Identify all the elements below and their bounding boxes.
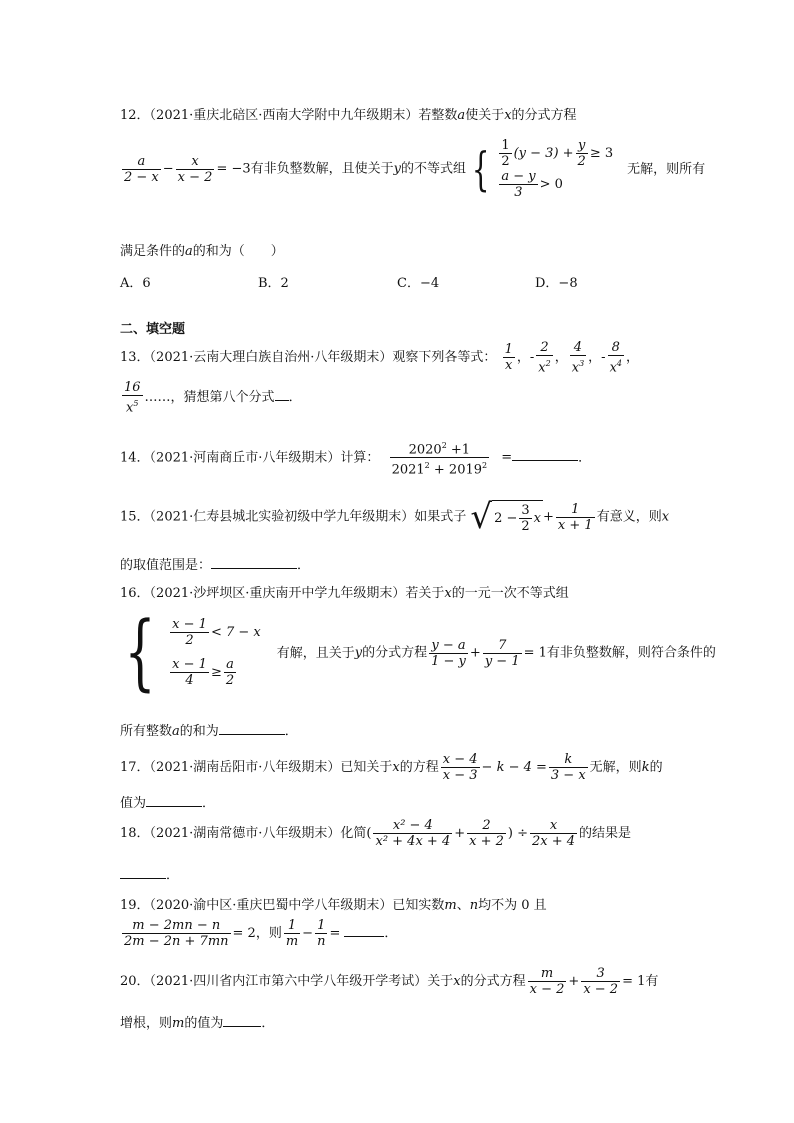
- q18-source: （2021·湖南常德市·八年级期末）: [149, 826, 341, 841]
- frac-den: y − 1: [484, 653, 520, 669]
- frac-num: 2: [536, 340, 552, 356]
- fraction: [224, 657, 236, 688]
- fraction: [530, 818, 577, 849]
- q12-line1: [120, 104, 577, 123]
- q18-line2: [120, 864, 179, 883]
- answer-blank[interactable]: [211, 556, 297, 569]
- frac-den: 2: [225, 673, 235, 688]
- q13-text: ……，猜想第八个分式: [144, 390, 275, 406]
- fraction: [315, 918, 327, 949]
- var-a: a: [457, 108, 466, 123]
- frac-den: [390, 458, 490, 477]
- var-m: m: [444, 898, 457, 913]
- period: ．: [202, 796, 216, 811]
- frac-den: x + 1: [557, 517, 593, 533]
- q17-line1: [120, 752, 663, 783]
- frac-num: y − a: [429, 638, 468, 654]
- fraction: [528, 966, 567, 997]
- q17-line2: [120, 792, 215, 811]
- left-brace: {: [124, 605, 156, 700]
- frac-den: [570, 356, 586, 375]
- frac-num: 1: [284, 918, 300, 934]
- var-y: y: [393, 161, 402, 177]
- answer-blank[interactable]: [223, 1014, 261, 1027]
- frac-num: k: [549, 752, 588, 768]
- q13-source: （2021·云南大理白族自治州·八年级期末）: [149, 350, 393, 366]
- frac-den: 2: [577, 154, 586, 169]
- frac-num: 1: [504, 342, 513, 358]
- var-a: a: [172, 724, 180, 739]
- fraction: [284, 918, 300, 949]
- expr: ≥ 3: [589, 146, 614, 161]
- fraction: [373, 818, 452, 849]
- frac-den: 2 − x: [124, 169, 159, 185]
- separator: ，: [626, 350, 640, 366]
- operator: +: [543, 509, 554, 525]
- operator: ) ÷: [507, 826, 528, 841]
- q13-line1: [120, 340, 639, 375]
- q20-text: 的值为: [184, 1016, 224, 1031]
- expr: − k − 4 =: [481, 760, 547, 775]
- var-a: a: [185, 244, 193, 259]
- frac-den: x − 2: [583, 982, 619, 997]
- operator: +: [429, 462, 449, 478]
- var-y: y: [354, 645, 363, 661]
- q19-number: 19．: [120, 898, 150, 913]
- frac-den: x − 2: [177, 169, 213, 185]
- frac-den: 1 − y: [431, 653, 466, 669]
- exponent: 3: [579, 359, 585, 368]
- frac-num: y: [576, 138, 588, 154]
- frac-den: 3 − x: [550, 768, 586, 783]
- q12-text: 使关于: [465, 108, 505, 123]
- radicand: [492, 500, 543, 534]
- frac-num: a − y: [501, 169, 536, 184]
- fraction: [467, 818, 506, 849]
- q20-text: 有: [645, 974, 659, 989]
- fraction: [122, 918, 231, 949]
- fraction: [499, 169, 537, 200]
- period: ．: [288, 390, 302, 406]
- base: x: [571, 360, 580, 376]
- choice-b[interactable]: B．2: [258, 276, 289, 291]
- q12-line3: [120, 240, 284, 259]
- frac-num: x − 1: [172, 617, 207, 632]
- frac-num: m − 2mn − n: [122, 918, 231, 934]
- expr: < 7 − x: [210, 625, 261, 640]
- frac-den: [608, 356, 624, 375]
- radical-sign: √: [470, 497, 493, 537]
- separator: ，: [588, 350, 602, 366]
- q20-source: （2021·四川省内江市第六中学八年级开学考试）: [149, 974, 428, 989]
- square-root: [470, 497, 543, 537]
- fraction: [581, 966, 620, 997]
- q15-line1: [120, 497, 670, 537]
- answer-blank[interactable]: [219, 722, 285, 735]
- q12-text: 有非负整数解，且使关于: [250, 161, 394, 177]
- fraction: [499, 138, 511, 169]
- frac-den: [536, 356, 552, 375]
- separator: ，: [554, 350, 568, 366]
- period: ．: [261, 1016, 275, 1031]
- separator: 、: [456, 898, 470, 913]
- neg-sign: -: [601, 350, 606, 366]
- fraction: [441, 752, 480, 783]
- q13-number: 13．: [120, 350, 150, 366]
- frac-den: n: [317, 934, 326, 949]
- equals: =: [329, 926, 341, 941]
- fraction: [170, 657, 209, 688]
- frac-den: 4: [185, 673, 194, 688]
- frac-num: x − 1: [172, 657, 207, 672]
- fraction: [536, 340, 552, 375]
- equation-rhs: = 1: [622, 974, 646, 989]
- q16-line1: [120, 582, 569, 601]
- frac-num: 2: [467, 818, 506, 834]
- base: 2019: [448, 462, 483, 478]
- separator: ，: [516, 350, 530, 366]
- q12-number: 12．: [120, 108, 150, 123]
- operator: +: [469, 645, 481, 661]
- q12-text: 满足条件的: [120, 244, 186, 259]
- frac-den: 2x + 4: [532, 834, 576, 849]
- q19-text: = 2，则: [232, 926, 282, 941]
- exponent: 2: [424, 461, 430, 471]
- equation-rhs: = −3: [216, 161, 251, 177]
- var-x: x: [444, 586, 452, 601]
- fraction: [503, 342, 515, 373]
- base: x: [538, 360, 546, 376]
- base: 2020: [408, 442, 442, 458]
- fraction: [176, 154, 215, 185]
- base: x: [609, 360, 617, 376]
- q12-text: 若整数: [418, 108, 458, 123]
- frac-den: 2: [501, 154, 510, 169]
- q20-text: 的分式方程: [460, 974, 526, 989]
- q17-text: 已知关于: [340, 760, 393, 775]
- expr: 2 −: [494, 511, 518, 526]
- var-n: n: [469, 898, 479, 913]
- q19-line2: [120, 918, 397, 949]
- fraction: [549, 752, 588, 783]
- period: ．: [284, 724, 298, 739]
- q16-text: 的和为: [179, 724, 219, 739]
- left-brace: {: [471, 142, 490, 196]
- exponent: 5: [133, 399, 139, 408]
- q15-number: 15．: [120, 509, 150, 525]
- base: 2021: [391, 462, 425, 478]
- choice-c[interactable]: C．−4: [397, 276, 440, 291]
- q20-line2: [120, 1012, 274, 1031]
- var-x: x: [504, 108, 512, 123]
- frac-num: a: [122, 154, 161, 170]
- frac-num: 3: [581, 966, 620, 982]
- exponent: 2: [441, 441, 447, 450]
- inequality-2: [168, 653, 261, 693]
- var-x: x: [533, 511, 542, 526]
- operator: −: [302, 926, 314, 941]
- inequality-system: [168, 613, 261, 693]
- q16-line3: [120, 720, 298, 739]
- frac-den: 2m − 2n + 7mn: [124, 934, 229, 949]
- q12-text: 的分式方程: [511, 108, 577, 123]
- frac-den: x − 2: [529, 982, 565, 997]
- expr: (y − 3) +: [513, 146, 574, 161]
- q15-text: 的取值范围是：: [120, 558, 212, 573]
- frac-num: 1: [556, 502, 595, 518]
- q13-line2: [120, 380, 302, 415]
- frac-den: 2: [521, 519, 530, 534]
- fraction: [576, 138, 588, 169]
- period: ．: [297, 558, 311, 573]
- frac-num: 1: [501, 138, 510, 153]
- q16-text: 的一元一次不等式组: [451, 586, 569, 601]
- q18-text: 化简(: [340, 826, 372, 841]
- q12-source: （2021·重庆北碚区·西南大学附中九年级期末）: [149, 108, 419, 123]
- inequality-1: [168, 613, 261, 653]
- operator: +: [454, 826, 466, 841]
- var-x: x: [392, 760, 400, 775]
- frac-num: m: [528, 966, 567, 982]
- operator: −: [162, 161, 174, 177]
- period: ．: [578, 450, 592, 466]
- answer-blank[interactable]: [344, 924, 384, 937]
- frac-num: x: [176, 154, 215, 170]
- q15-source: （2021·仁寿县城北实验初级中学九年级期末）: [149, 509, 415, 525]
- q14-line: [120, 438, 591, 478]
- frac-num: [390, 438, 490, 458]
- q12-line2: [120, 138, 705, 200]
- q19-line1: [120, 894, 547, 913]
- frac-den: x + 2: [469, 834, 504, 849]
- fraction: [483, 638, 522, 669]
- q17-text: 的: [649, 760, 663, 775]
- q16-text: 有非负整数解，则符合条件的: [546, 645, 716, 661]
- exponent: 2: [545, 359, 551, 368]
- frac-num: 4: [570, 340, 586, 356]
- q18-line1: [120, 818, 631, 849]
- q16-text: 的分式方程: [362, 645, 428, 661]
- var-x: x: [453, 974, 461, 989]
- q20-text: 关于: [427, 974, 454, 989]
- frac-num: 16: [124, 380, 141, 395]
- q18-number: 18．: [120, 826, 150, 841]
- exponent: 4: [616, 359, 623, 368]
- q17-text: 无解，则: [589, 760, 642, 775]
- frac-den: [122, 396, 143, 415]
- fraction: [390, 438, 490, 478]
- expr: +1: [446, 442, 471, 458]
- frac-num: 3: [521, 503, 530, 518]
- section-title: 二、填空题: [120, 322, 186, 337]
- q15-text: 有意义，则: [596, 509, 662, 525]
- q20-number: 20．: [120, 974, 150, 989]
- inequality-2: [497, 169, 613, 200]
- frac-den: x: [505, 358, 513, 374]
- q16-text: 所有整数: [120, 724, 173, 739]
- fraction: [608, 340, 624, 375]
- frac-num: a: [224, 657, 236, 673]
- frac-num: 1: [315, 918, 327, 934]
- q14-number: 14．: [120, 450, 150, 466]
- q16-source: （2021·沙坪坝区·重庆南开中学九年级期末）: [149, 586, 406, 601]
- var-k: k: [641, 760, 650, 775]
- q15-text: 如果式子: [414, 509, 467, 525]
- fraction: [556, 502, 595, 533]
- equals: =: [501, 450, 513, 466]
- frac-den: m: [285, 934, 299, 949]
- q17-text: 的方程: [399, 760, 439, 775]
- fraction: [170, 617, 209, 648]
- q19-source: （2020·渝中区·重庆巴蜀中学八年级期末）: [149, 898, 393, 913]
- q18-text: 的结果是: [579, 826, 632, 841]
- frac-num: 8: [608, 340, 624, 356]
- frac-den: 2: [185, 633, 194, 648]
- var-x: x: [661, 509, 670, 525]
- fraction: [122, 380, 143, 415]
- answer-blank[interactable]: [146, 794, 202, 807]
- period: ．: [166, 868, 180, 883]
- fraction: [570, 340, 586, 375]
- q16-line2: [114, 605, 716, 700]
- q12-text: 无解，则所有: [627, 161, 706, 177]
- frac-num: 7: [483, 638, 522, 654]
- fraction: [519, 503, 531, 534]
- q19-text: 均不为 0 且: [478, 898, 547, 913]
- q14-source: （2021·河南商丘市·八年级期末）: [149, 450, 341, 466]
- operator: ≥: [210, 665, 222, 680]
- fraction: [429, 638, 468, 669]
- frac-den: x − 3: [442, 768, 478, 783]
- inequality-system: [497, 138, 613, 200]
- frac-den: 3: [514, 185, 523, 200]
- frac-num: x² − 4: [373, 818, 452, 834]
- q12-text: 的不等式组: [401, 161, 467, 177]
- frac-num: x: [530, 818, 577, 834]
- q15-line2: [120, 554, 310, 573]
- q16-text: 有解，且关于: [276, 645, 355, 661]
- answer-blank[interactable]: [120, 866, 166, 879]
- frac-num: x − 4: [442, 752, 478, 767]
- q16-text: 若关于: [405, 586, 445, 601]
- equation-rhs: = 1: [523, 645, 547, 661]
- answer-blank[interactable]: [512, 448, 578, 461]
- base: x: [126, 400, 134, 416]
- q12-text: 的和为（ ）: [192, 244, 284, 259]
- q16-number: 16．: [120, 586, 150, 601]
- inequality-1: [497, 138, 613, 169]
- neg-sign: -: [529, 350, 535, 366]
- q17-source: （2021·湖南岳阳市·八年级期末）: [149, 760, 341, 775]
- q17-text: 值为: [120, 796, 147, 811]
- expr: > 0: [539, 177, 563, 192]
- period: ．: [384, 926, 398, 941]
- q13-text: 观察下列各等式：: [392, 350, 497, 366]
- var-m: m: [172, 1016, 185, 1031]
- q14-text: 计算：: [340, 450, 380, 466]
- answer-blank[interactable]: [275, 388, 289, 401]
- choice-d[interactable]: D．−8: [535, 276, 578, 291]
- q20-line1: [120, 966, 658, 997]
- operator: +: [568, 974, 580, 989]
- q20-text: 增根，则: [120, 1016, 173, 1031]
- frac-den: x² + 4x + 4: [375, 834, 451, 849]
- choice-a[interactable]: A．6: [120, 276, 151, 291]
- fraction: [122, 154, 161, 185]
- exponent: 2: [482, 461, 488, 471]
- q19-text: 已知实数: [392, 898, 445, 913]
- q17-number: 17．: [120, 760, 150, 775]
